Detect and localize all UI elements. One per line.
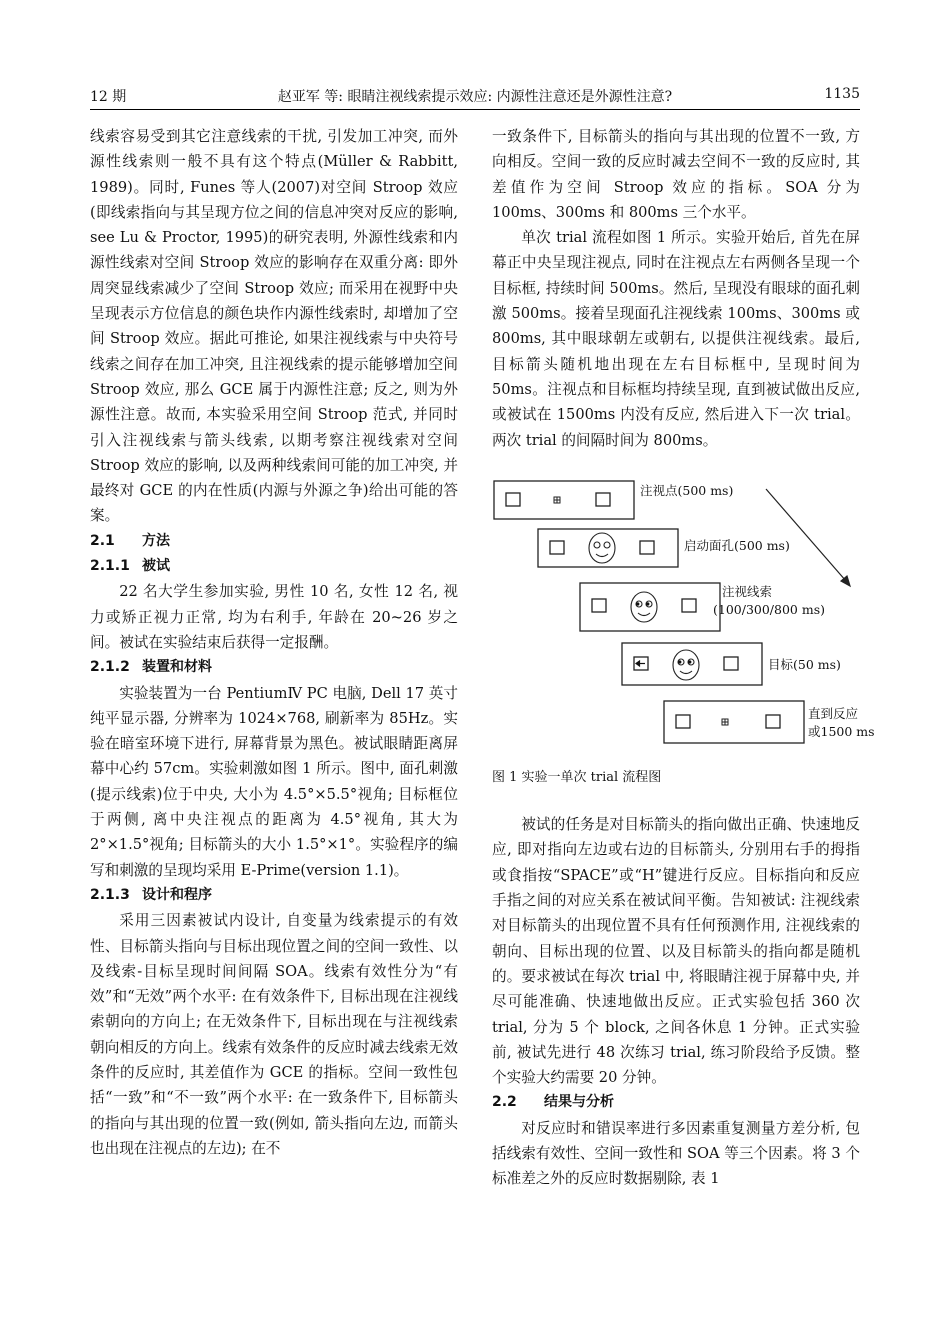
right-column [492,124,875,1192]
label-prime-face: 启动面孔(500 ms) [684,537,790,553]
paragraph: 实验装置为一台 PentiumⅣ PC 电脑, Dell 17 英寸纯平显示器, 分辨率为 1024×768, 刷新率为 85Hz。实验在暗室环境下进行, 屏幕背景为黑色。被试眼睛距离屏幕中心约 57cm。实验刺激如图 1 所示。图中, 面孔刺激(提示线索)位于中央, 大小为 4.5°×5.5°视角; 目标框位于两侧, 离中央注视点的距离为 4.5°视角, 其大为 2°×1.5°视角; 目标箭头的大小 1.5°×1°。实验程序的编写和刺激的呈现均采用 E-Prime(version 1.1)。 [90,684,458,879]
header-rule [90,109,860,110]
label-gaze-cue-soa: (100/300/800 ms) [713,601,825,617]
face-gaze-left-icon [673,650,699,680]
page-number: 1135 [824,86,860,102]
label-timeout: 或1500 ms [808,723,875,739]
label-fixation: 注视点(500 ms) [640,482,734,498]
label-gaze-cue: 注视线索 [721,583,773,599]
paragraph: 被试的任务是对目标箭头的指向做出正确、快速地反应, 即对指向左边或右边的目标箭头, 分别用右手的拇指或食指按“SPACE”或“H”键进行反应。目标指向和反应手指之间的对应关系在被试间平衡。告知被试: 注视线索对目标箭头的出现位置不具有任何预测作用, 注视线索的朝向、目标出现的位置、以及目标箭头的指向都是随机的。要求被试在每次 trial 中, 将眼睛注视于屏幕中央, 并尽可能准确、快速地做出反应。正式实验包括 360 次 trial, 分为 5 个 block, 之间各休息 1 分钟。正式实验前, 被试先进行 48 次练习 trial, 练习阶段给予反馈。整个实验大约需要 20 分钟。 [492,816,860,1087]
figure-caption: 图 1 实验一单次 trial 流程图 [492,769,662,785]
paragraph: 采用三因素被试内设计, 自变量为线索提示的有效性、目标箭头指向与目标出现位置之间的空间一致性、以及线索-目标呈现时间间隔 SOA。线索有效性分为“有效”和“无效”两个水平: 在有效条件下, 目标出现在注视线索朝向的方向上; 在无效条件下, 目标出现在与注视线索朝向相反的方向上。线索有效条件的反应时减去线索无效条件的反应时, 其差值作为 GCE 的指标。空间一致性包括“一致”和“不一致”两个水平: 在一致条件下, 目标箭头的指向与其出现的位置一致(例如, 箭头指向左边, 而箭头也出现在注视点的左边); 在不 [90,912,458,1157]
subsection-heading: 2.1.2 装置和材料 [90,659,212,676]
face-gaze-left-icon [631,592,657,622]
subsection-heading: 2.1.1 被试 [90,558,170,575]
running-header [90,86,860,108]
paragraph: 对反应时和错误率进行多因素重复测量方差分析, 包括线索有效性、空间一致性和 SOA 等三个因素。将 3 个标准差之外的反应时数据剔除, 表 1 [492,1119,860,1188]
figure-1 [492,475,875,765]
paragraph: 线索容易受到其它注意线索的干扰, 引发加工冲突, 而外源性线索则一般不具有这个特点(Müller & Rabbitt, 1989)。同时, Funes 等人(2007)对空间 Stroop 效应(即线索指向与其呈现方位之间的信息冲突对反应的影响, see Lu & Proctor, 1995)的研究表明, 外源性线索和内源性线索对空间 Stroop 效应的影响存在双重分离: 即外周突显线索减少了空间 Stroop 效应; 而采用在视野中央呈现表示方位信息的颜色块作内源性线索时, 却增加了空间 Stroop 效应。据此可推论, 如果注视线索与中央符号线索之间存在加工冲突, 且注视线索的提示能够增加空间 Stroop 效应, 那么 GCE 属于内源性注意; 反之, 则为外源性注意。故而, 本实验采用空间 Stroop 范式, 并同时引入注视线索与箭头线索, 以期考察注视线索对空间 Stroop 效应的影响, 以及两种线索间可能的加工冲突, 并最终对 GCE 的内在性质(内源与外源之争)给出可能的答案。 [90,128,458,525]
issue-number: 12 期 [90,89,127,105]
label-until-response: 直到反应 [808,705,859,721]
running-title: 赵亚军 等: 眼睛注视线索提示效应: 内源性注意还是外源性注意? [277,89,673,105]
trial-flow-diagram [492,475,875,765]
paragraph: 一致条件下, 目标箭头的指向与其出现的位置不一致, 方向相反。空间一致的反应时减去空间不一致的反应时, 其差值作为空间 Stroop 效应的指标。SOA 分为 100ms、300ms 和 800ms 三个水平。 [492,128,860,221]
paragraph: 22 名大学生参加实验, 男性 10 名, 女性 12 名, 视力或矫正视力正常, 均为右利手, 年龄在 20~26 岁之间。被试在实验结束后获得一定报酬。 [90,583,458,651]
label-target: 目标(50 ms) [768,656,841,672]
section-heading: 2.2 结果与分析 [492,1094,614,1111]
subsection-heading: 2.1.3 设计和程序 [90,886,212,903]
left-column [90,124,458,1161]
paragraph: 单次 trial 流程如图 1 所示。实验开始后, 首先在屏幕正中央呈现注视点, 同时在注视点左右两侧各呈现一个目标框, 持续时间 500ms。然后, 呈现没有眼球的面孔刺激 500ms。接着呈现面孔注视线索 100ms、300ms 或 800ms, 其中眼球朝左或朝右, 以提供注视线索。最后, 目标箭头随机地出现在左右目标框中, 呈现时间为 50ms。注视点和目标框均持续呈现, 直到被试做出反应, 或被试在 1500ms 内没有反应, 然后进入下一次 trial。两次 trial 的间隔时间为 800ms。 [492,229,860,449]
face-no-eyes-icon [589,533,615,563]
section-heading: 2.1 方法 [90,532,170,549]
